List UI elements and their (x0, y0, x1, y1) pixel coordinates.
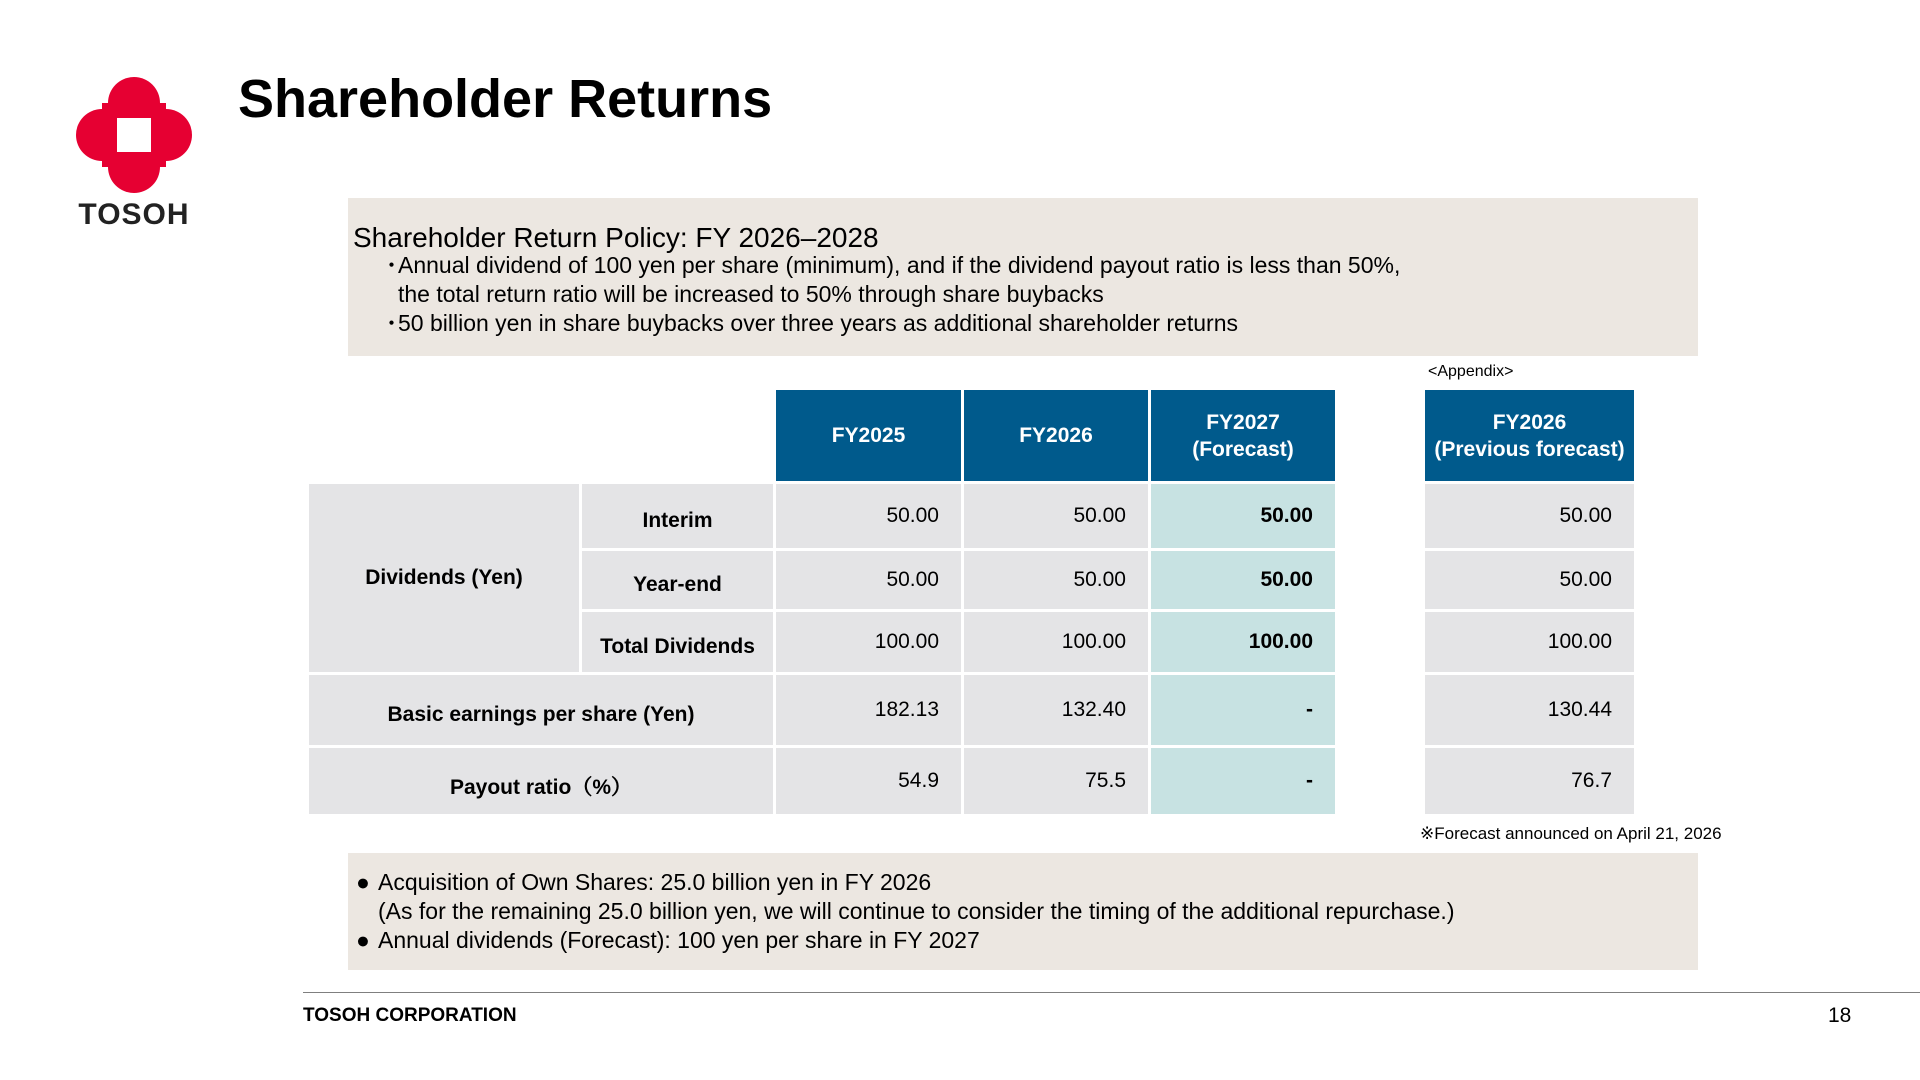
table-cell: 54.9 (776, 748, 961, 814)
summary-item-continuation: (As for the remaining 25.0 billion yen, we will continue to consider the timing of the additional repurchase.) (378, 898, 1455, 924)
previous-forecast-cell: 100.00 (1425, 612, 1634, 672)
company-logo (74, 75, 194, 230)
footer-company-name: TOSOH CORPORATION (303, 1005, 517, 1026)
page-number: 18 (1828, 1004, 1852, 1027)
footer-divider (303, 992, 1920, 993)
table-cell: 100.00 (964, 612, 1148, 672)
row-label-basic-eps: Basic earnings per share (Yen) (309, 675, 773, 745)
previous-forecast-cell: 130.44 (1425, 675, 1634, 745)
row-group-label-dividends: Dividends (Yen) (309, 484, 579, 672)
column-header-text: FY2025 (831, 424, 906, 447)
policy-bullet-continuation: the total return ratio will be increased to 50% through share buybacks (398, 281, 1104, 307)
forecast-note: ※Forecast announced on April 21, 2026 (1420, 824, 1722, 843)
column-header-fy2026 (964, 390, 1148, 481)
summary-item-text: Annual dividends (Forecast): 100 yen per share in FY 2027 (378, 927, 980, 953)
table-cell: 132.40 (964, 675, 1148, 745)
policy-bullet-text: Annual dividend of 100 yen per share (minimum), and if the dividend payout ratio is less than 50%, (398, 252, 1401, 278)
table-cell: 50.00 (964, 484, 1148, 548)
row-label-year-end: Year-end (582, 551, 773, 609)
bullet-marker: ● (356, 927, 370, 953)
previous-forecast-cell: 50.00 (1425, 551, 1634, 609)
bullet-marker: ・ (380, 252, 403, 278)
bullet-marker: ・ (380, 310, 403, 336)
column-header-text: FY2026 (1019, 424, 1093, 447)
table-cell: 50.00 (776, 551, 961, 609)
policy-bullet (380, 251, 1400, 309)
table-cell: 50.00 (776, 484, 961, 548)
logo-wordmark: TOSOH (78, 198, 190, 231)
column-header-text: FY2027 (1206, 410, 1280, 434)
forecast-cell: 100.00 (1151, 612, 1335, 672)
policy-heading: Shareholder Return Policy: FY 2026–2028 (353, 222, 879, 253)
column-header-subtext: (Forecast) (1192, 437, 1294, 461)
summary-item-text: Acquisition of Own Shares: 25.0 billion yen in FY 2026 (378, 869, 932, 895)
summary-box (348, 853, 1698, 970)
column-header-text: FY2026 (1492, 410, 1567, 434)
column-header-fy2027-forecast (1151, 390, 1335, 481)
previous-forecast-cell: 50.00 (1425, 484, 1634, 548)
table-cell: 100.00 (776, 612, 961, 672)
previous-forecast-cell: 76.7 (1425, 748, 1634, 814)
table-cell: 50.00 (964, 551, 1148, 609)
forecast-cell: 50.00 (1151, 551, 1335, 609)
appendix-label: <Appendix> (1428, 363, 1514, 380)
row-label-interim: Interim (582, 484, 773, 548)
column-header-fy2025 (776, 390, 961, 481)
summary-item (356, 868, 1454, 926)
forecast-cell: - (1151, 675, 1335, 745)
row-label-payout-ratio: Payout ratio（%） (309, 748, 773, 814)
forecast-cell: 50.00 (1151, 484, 1335, 548)
page-title: Shareholder Returns (238, 69, 773, 129)
bullet-marker: ● (356, 869, 370, 895)
policy-bullet (380, 309, 1238, 338)
tosoh-logo-mark-icon (74, 75, 194, 195)
policy-bullet-text: 50 billion yen in share buybacks over three years as additional shareholder returns (398, 310, 1238, 336)
table-cell: 75.5 (964, 748, 1148, 814)
table-cell: 182.13 (776, 675, 961, 745)
row-label-total-dividends: Total Dividends (582, 612, 773, 672)
column-header-fy2026-previous (1425, 390, 1634, 481)
forecast-cell: - (1151, 748, 1335, 814)
summary-item (356, 926, 980, 955)
column-header-subtext: (Previous forecast) (1434, 437, 1625, 461)
policy-box (348, 198, 1698, 356)
